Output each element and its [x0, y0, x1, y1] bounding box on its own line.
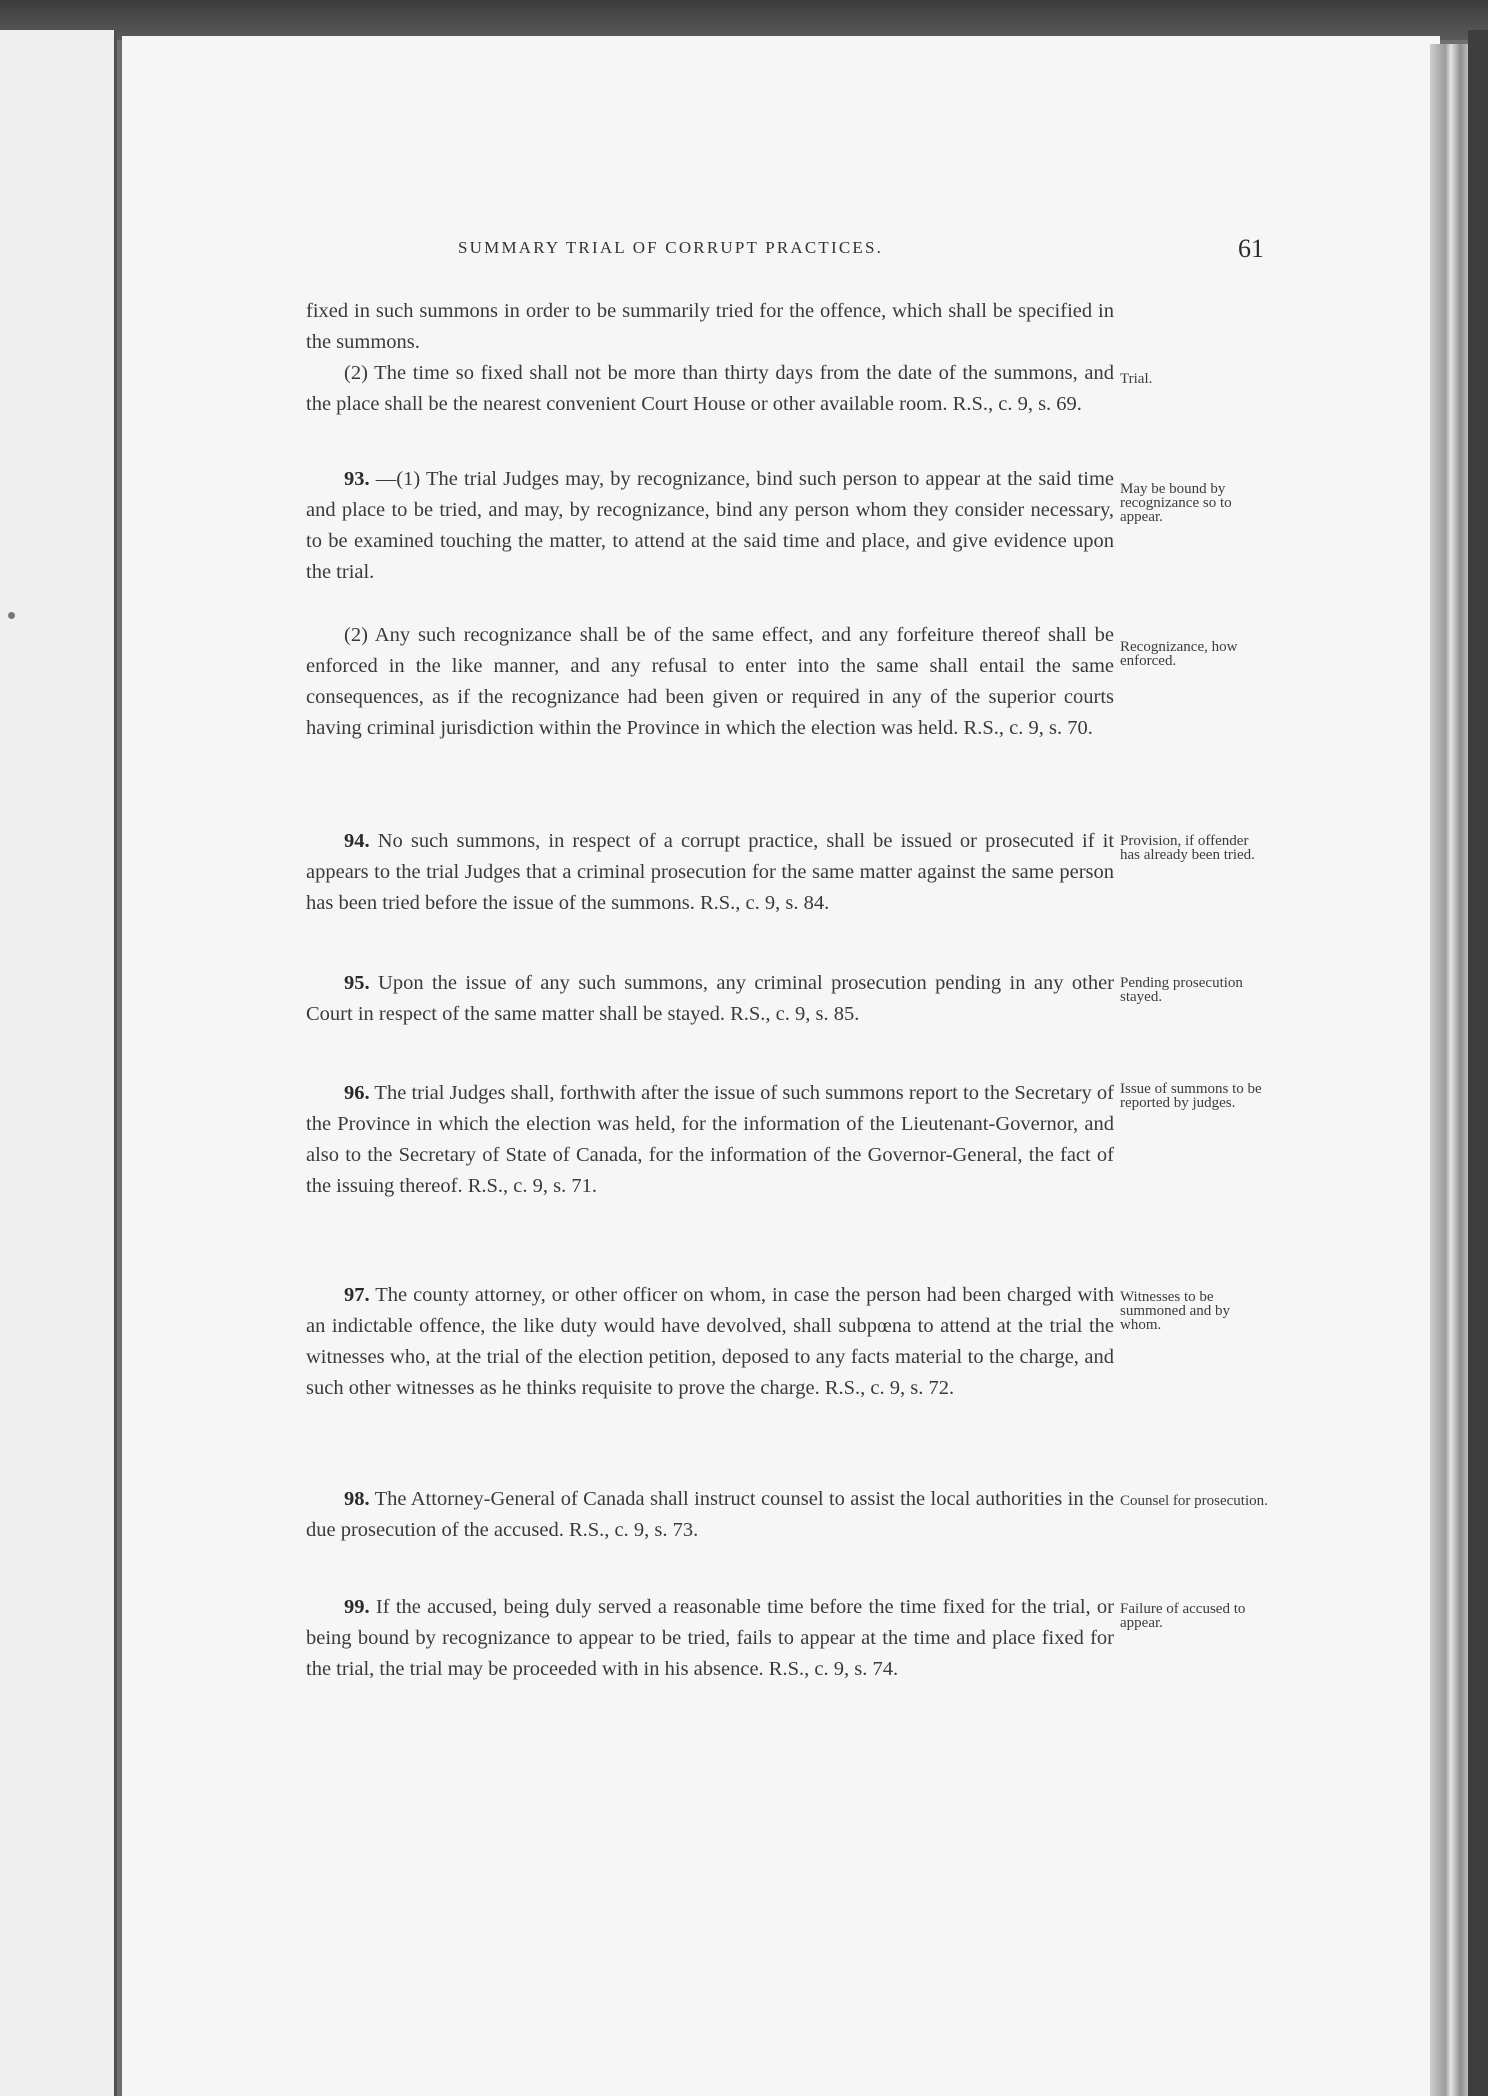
section-97 — [306, 1280, 1114, 1404]
section-94 — [306, 826, 1114, 919]
paragraph-text: No such summons, in respect of a corrupt practice, shall be issued or prosecuted if it appears to the trial Judges that a criminal prosecution for the same matter against the same person has been tried before the issue of the summons. R.S., c. 9, s. 84. — [306, 830, 1115, 914]
paragraph-text: The Attorney-General of Canada shall instruct counsel to assist the local authorities in the due prosecution of the accused. R.S., c. 9, s. 73. — [306, 1488, 1114, 1541]
scan-right-border — [1468, 30, 1488, 2096]
scan-top-border — [0, 0, 1488, 40]
paragraph-text: —(1) The trial Judges may, by recognizance, bind such person to appear at the said time and place to be tried, and may, by recognizance, bind any person whom they consider necessary, to be examined touching the matter, to attend at the said time and place, and give evidence upon the trial. — [306, 468, 1115, 583]
paragraph-text: The trial Judges shall, forthwith after the issue of such summons report to the Secretary of the Province in which the election was held, for the information of the Lieutenant-Governor, and also to the Secretary of State of Canada, for the information of the Governor-General, the fact of the issuing thereof. R.S., c. 9, s. 71. — [306, 1082, 1114, 1197]
marginal-note: Failure of accused to appear. — [1120, 1601, 1246, 1631]
paragraph-text: The county attorney, or other officer on whom, in case the person had been charged with an indictable offence, the like duty would have devolved, shall subpœna to attend at the trial the witnesses who, at the trial of the election petition, deposed to any facts material to the charge, and such other witnesses as he thinks requisite to prove the charge. R.S., c. 9, s. 72. — [306, 1284, 1114, 1399]
section-96 — [306, 1078, 1114, 1202]
facing-page-edge — [0, 30, 117, 2096]
section-number: 96. — [344, 1082, 370, 1104]
marginal-note: Witnesses to be summoned and by whom. — [1120, 1289, 1230, 1333]
paragraph-92-2 — [306, 358, 1114, 420]
marginal-note: Provision, if offender has already been tried. — [1120, 833, 1255, 863]
section-93 — [306, 464, 1114, 588]
paragraph-text: (2) The time so fixed shall not be more than thirty days from the date of the summons, and the place shall be the nearest convenient Court House or other available room. R.S., c. 9, s. 69. — [306, 362, 1114, 415]
paragraph-text: Upon the issue of any such summons, any criminal prosecution pending in any other Court in respect of the same matter shall be stayed. R.S., c. 9, s. 85. — [306, 972, 1114, 1025]
paragraph-text: If the accused, being duly served a reasonable time before the time fixed for the trial, or being bound by recognizance to appear to be tried, fails to appear at the time and place fixed for the trial, the trial may be proceeded with in his absence. R.S., c. 9, s. 74. — [306, 1596, 1115, 1680]
marginal-note: Counsel for prosecution. — [1120, 1493, 1268, 1509]
section-number: 94. — [344, 830, 370, 852]
marginal-note: Issue of summons to be reported by judges. — [1120, 1081, 1262, 1111]
page-stack-edge — [1430, 44, 1468, 2096]
paragraph-text: fixed in such summons in order to be summarily tried for the offence, which shall be specified in the summons. — [306, 300, 1114, 353]
section-number: 97. — [344, 1284, 370, 1306]
marginal-note: Pending prosecution stayed. — [1120, 975, 1243, 1005]
paragraph-93-2 — [306, 620, 1114, 744]
marginal-note: Trial. — [1120, 371, 1153, 387]
marginal-note: May be bound by recognizance so to appear. — [1120, 481, 1232, 525]
paragraph-text: (2) Any such recognizance shall be of the same effect, and any forfeiture thereof shall be enforced in the like manner, and any refusal to enter into the same shall entail the same consequences, as if the recognizance had been given or required in any of the superior courts having criminal jurisdiction within the Province in which the election was held. R.S., c. 9, s. 70. — [306, 624, 1114, 739]
section-number: 98. — [344, 1488, 370, 1510]
section-98 — [306, 1484, 1114, 1546]
section-number: 95. — [344, 972, 370, 994]
section-95 — [306, 968, 1114, 1030]
section-number: 99. — [344, 1596, 370, 1618]
marginal-note: Recognizance, how enforced. — [1120, 639, 1238, 669]
ink-spot — [8, 612, 15, 619]
page-number: 61 — [1238, 234, 1264, 263]
running-title: SUMMARY TRIAL OF CORRUPT PRACTICES. — [458, 238, 884, 257]
section-99 — [306, 1592, 1114, 1685]
section-number: 93. — [344, 468, 370, 490]
paragraph-continuation — [306, 296, 1114, 358]
